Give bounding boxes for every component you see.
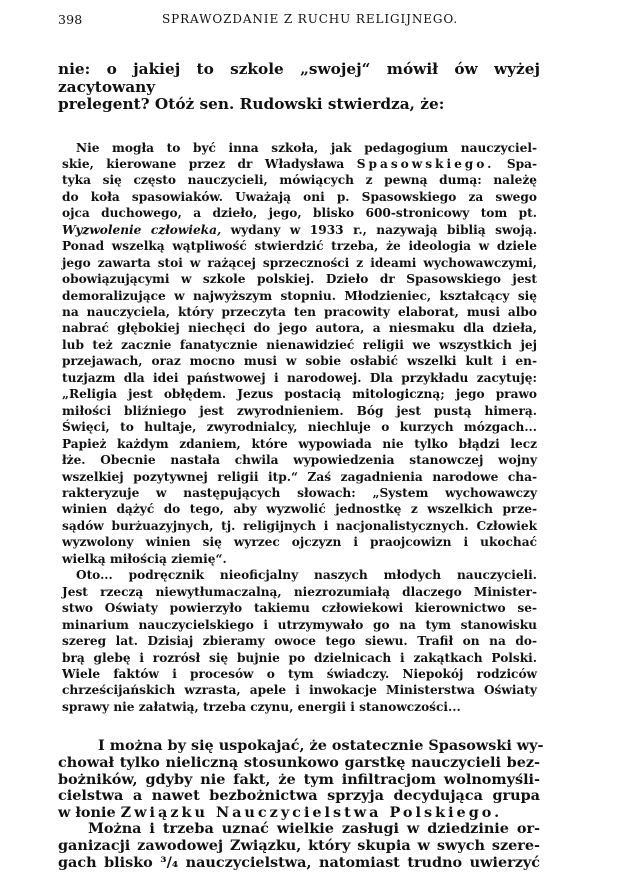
text-line: Papież każdym zdaniem, które wypowiada nie tylko błądzi lecz (62, 436, 537, 451)
text-line: ojca duchowego, a dzieło, jego, blisko 600-stronicowy tom pt. (62, 206, 537, 221)
text-line: prelegent? Otóż sen. Rudowski stwierdza, że: (58, 95, 445, 113)
text-line: Nie mogła to być inna szkoła, jak pedagogium nauczyciel- (76, 140, 537, 155)
text-line: chrześcijańskich wzrasta, apele i inwokacje Ministerstwa Oświaty (62, 683, 537, 698)
text-line (62, 156, 537, 172)
text-line: Jest rzeczą niewytłumaczalną, niezrozumiałą dlaczego Minister- (62, 584, 537, 599)
text-line: Święci, to hultaje, zwyrodnialcy, niechluje o kurzych mózgach... (62, 420, 537, 435)
page-header (58, 12, 540, 34)
text-fragment: Spa- (506, 156, 537, 171)
text-line: ganizacji zawodowej Związku, który skupia w swych szere- (58, 836, 540, 854)
text-line: brą glebę i rozrósł się bujnie po dzielnicach i zakątkach Polski. (62, 650, 537, 665)
text-line: wszelkiej pozytywnej religii itp.“ Zaś zagadnienia narodowe cha- (62, 469, 537, 484)
text-line: tuzjazm dla idei państwowej i narodowej. Dla przykładu zacytuję: (62, 370, 537, 385)
text-line: miłości bliźniego jest zwyrodnieniem. Bóg jest pustą himerą. (62, 403, 537, 418)
text-fragment: skie, kierowane przez dr Władysława (62, 156, 345, 171)
text-line: nie: o jakiej to szkole „swojej“ mówił ów wyżej zacytowany (58, 60, 540, 96)
text-line: przejawach, oraz mocno musi w sobie osłabić wszelki kult i en- (62, 354, 537, 369)
text-line: łże. Obecnie nastała chwila wypowiedzenia stanowczej wojny (62, 453, 537, 468)
text-line (62, 222, 537, 238)
quoted-passage (58, 140, 540, 716)
body-text (58, 737, 544, 871)
text-line: jego zawarta stoi w rażącej sprzeczności z ideami wychowawczymi, (62, 255, 537, 270)
text-line: tyka się często nauczycieli, mówiących z pewną dumą: należę (62, 173, 537, 188)
text-line: cielstwa a nawet bezbożnictwa sprzyja decydująca grupa (58, 787, 540, 805)
book-title: Wyzwolenie człowieka, (62, 222, 222, 237)
text-line: wyzwolony winien się wyrzec ojczyzn i praojcowizn i ukochać (62, 535, 537, 550)
text-line: szereg lat. Dzisiaj zbieramy owoce tego siewu. Trafił on na do- (62, 634, 537, 649)
text-fragment: wydany w 1933 r., nazywają biblią swoją. (230, 222, 537, 237)
text-line: winien dążyć do tego, aby wyzwolić jednostkę z wszelkich prze- (62, 502, 537, 517)
text-line: wielką miłością ziemię“. (62, 551, 227, 566)
text-line: lub też zacznie fanatycznie nienawidzieć religii we wszystkich jej (62, 337, 537, 352)
text-line: na nauczyciela, który przeczyta ten pracowity elaborat, musi albo (62, 305, 537, 320)
text-line: Można i trzeba uznać wielkie zasługi w dziedzinie or- (88, 820, 540, 838)
text-line: sądów burżuazyjnych, tj. religijnych i nacjonalistycznych. Człowiek (62, 518, 537, 533)
lead-paragraph (58, 61, 540, 114)
spaced-organization-name: Związku Nauczycielstwa Polskiego. (120, 803, 503, 821)
text-line: nabrać głębokiej niechęci do jego autora, a niesmaku dla dzieła, (62, 321, 537, 336)
running-title: SPRAWOZDANIE Z RUCHU RELIGIJNEGO. (162, 12, 459, 26)
text-line: rakteryzuje w następujących słowach: „System wychowawczy (62, 486, 537, 501)
text-line: do koła spasowiaków. Uważają oni p. Spasowskiego za swego (62, 189, 537, 204)
text-line: gach blisko ³/₄ nauczycielstwa, natomiast trudno uwierzyć (58, 853, 540, 871)
text-line: Ponad wszelką wątpliwość stwierdzić trzeba, że ideologia w dziele (62, 239, 537, 254)
page-number: 398 (58, 12, 83, 27)
text-line (58, 805, 540, 822)
text-line: stwo Oświaty powierzyło takiemu człowiekowi kierownictwo se- (62, 601, 537, 616)
text-line: demoralizujące w najwyższym stopniu. Młodzieniec, kształcący się (62, 288, 537, 303)
spaced-name: Spasowskiego. (356, 156, 495, 171)
text-line: sprawy nie załatwią, trzeba czynu, energii i stanowczości... (62, 699, 461, 714)
text-line: Oto... podręcznik nieoficjalny naszych młodych nauczycieli. (76, 568, 537, 583)
page (58, 12, 544, 871)
text-line: obowiązującymi w szkole polskiej. Dzieło dr Spasowskiego jest (62, 272, 537, 287)
text-fragment: w łonie (58, 803, 116, 821)
text-line: „Religia jest obłędem. Jezus postacią mitologiczną; jego prawo (62, 387, 537, 402)
text-line: I można by się uspokajać, że ostatecznie Spasowski wy- (98, 737, 544, 755)
text-line: bożników, gdyby nie fakt, że tym infiltracjom wolnomyśli- (58, 770, 540, 788)
text-line: chował tylko nieliczną stosunkowo garstkę nauczycieli bez- (58, 753, 540, 771)
text-line: Wiele faktów i procesów o tym świadczy. Niepokój rodziców (62, 667, 537, 681)
text-line: minarium nauczycielskiego i utrzymywało go na tym stanowisku (62, 617, 537, 632)
